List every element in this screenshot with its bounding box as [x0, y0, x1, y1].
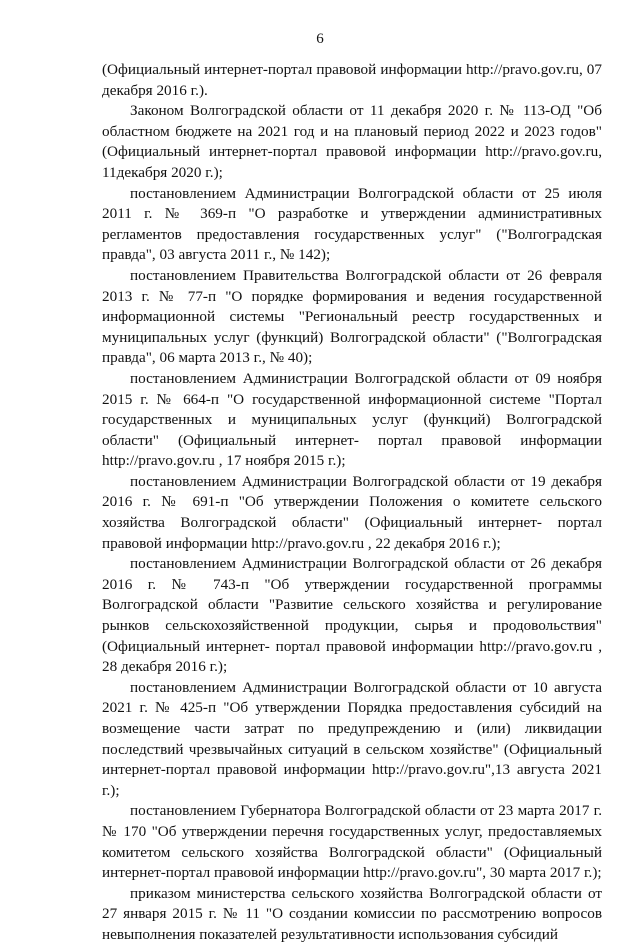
paragraph-resolution-664: постановлением Администрации Волгоградской области от 09 ноября 2015 г. № 664-п "О государственной информационной системе "Портал государственных и муниципальных услуг (функций) Волгоградской области" (Официальный интернет- портал правовой информации http://pravo.gov.ru , 17 ноября 2015 г.); [102, 369, 602, 470]
paragraph-continuation: (Официальный интернет-портал правовой информации http://pravo.gov.ru, 07 декабря 2016 г.). [102, 61, 602, 99]
paragraph-ministry-order-11: приказом министерства сельского хозяйства Волгоградской области от 27 января 2015 г. № 11 "О создании комиссии по рассмотрению вопросов невыполнения показателей результативности использования субсидий [102, 884, 602, 943]
paragraph-governor-resolution-170: постановлением Губернатора Волгоградской области от 23 марта 2017 г. № 170 "Об утверждении перечня государственных услуг, предоставляемых комитетом сельского хозяйства Волгоградской области" (Официальный интернет-портал правовой информации http://pravo.gov.ru", 30 марта 2017 г.); [102, 802, 602, 882]
document-body [102, 60, 602, 946]
paragraph-regional-budget-law: Законом Волгоградской области от 11 декабря 2020 г. № 113-ОД "Об областном бюджете на 2021 год и на плановый период 2022 и 2023 годов" (Официальный интернет-портал правовой информации http://pravo.gov.ru, 11декабря 2020 г.); [102, 102, 602, 181]
paragraph-resolution-743: постановлением Администрации Волгоградской области от 26 декабря 2016 г. № 743-п "Об утверждении государственной программы Волгоградской области "Развитие сельского хозяйства и регулирование рынков сельскохозяйственной продукции, сырья и продовольствия" (Официальный интернет- портал правовой информации http://pravo.gov.ru , 28 декабря 2016 г.); [102, 555, 602, 676]
paragraph-resolution-369: постановлением Администрации Волгоградской области от 25 июля 2011 г. № 369-п "О разработке и утверждении административных регламентов предоставления государственных услуг" ("Волгоградская правда", 03 августа 2011 г., № 142); [102, 184, 602, 264]
paragraph-resolution-77: постановлением Правительства Волгоградской области от 26 февраля 2013 г. № 77-п "О порядке формирования и ведения государственной информационной системы "Региональный реестр государственных и муниципальных услуг (функций) Волгоградской области" ("Волгоградская правда", 06 марта 2013 г., № 40); [102, 266, 602, 367]
page-number: 6 [316, 31, 324, 47]
paragraph-resolution-691: постановлением Администрации Волгоградской области от 19 декабря 2016 г. № 691-п "Об утверждении Положения о комитете сельского хозяйства Волгоградской области" (Официальный интернет- портал правовой информации http://pravo.gov.ru , 22 декабря 2016 г.); [102, 472, 602, 552]
paragraph-resolution-425: постановлением Администрации Волгоградской области от 10 августа 2021 г. № 425-п "Об утверждении Порядка предоставления субсидий на возмещение части затрат по предупреждению и (или) ликвидации последствий чрезвычайных ситуаций в сельском хозяйстве" (Официальный интернет-портал правовой информации http://pravo.gov.ru",13 августа 2021 г.); [102, 678, 602, 799]
